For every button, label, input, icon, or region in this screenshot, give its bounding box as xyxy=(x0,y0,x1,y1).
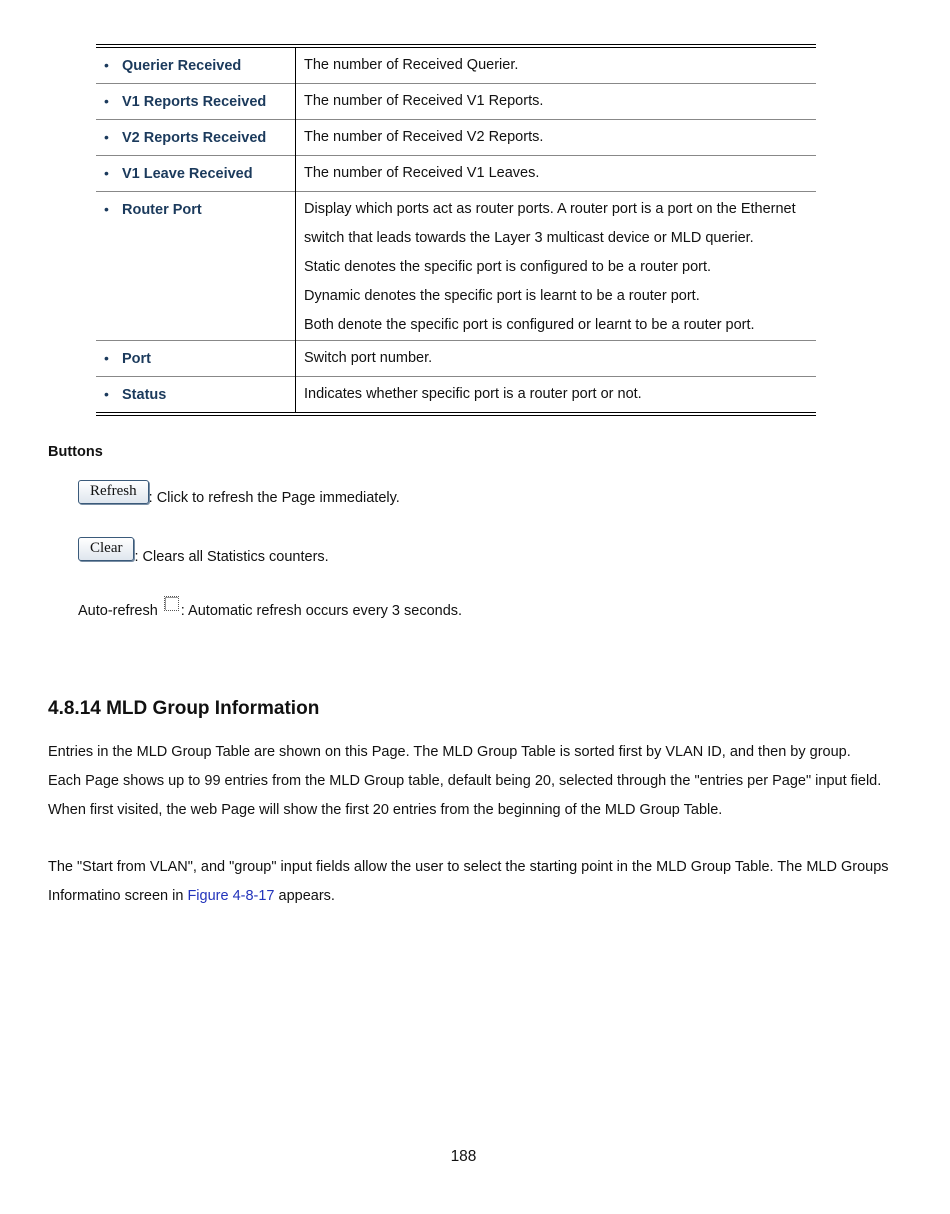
term-cell xyxy=(96,377,296,415)
paragraph-text: appears. xyxy=(274,888,335,904)
description-line: Display which ports act as router ports. A router port is a port on the Ethernet xyxy=(304,201,796,217)
section-paragraph-1 xyxy=(48,738,908,825)
description-cell xyxy=(296,377,817,415)
refresh-button[interactable]: Refresh xyxy=(78,480,149,504)
description-line: The number of Received V1 Reports. xyxy=(304,93,544,109)
bullet-icon: • xyxy=(104,350,109,366)
figure-link[interactable]: Figure 4-8-17 xyxy=(187,888,275,904)
paragraph-line: When first visited, the web Page will show the first 20 entries from the beginning of the MLD Group Table. xyxy=(48,802,723,818)
refresh-row xyxy=(78,480,400,504)
term-cell xyxy=(96,156,296,192)
description-line: Indicates whether specific port is a router port or not. xyxy=(304,386,642,402)
term-label: Port xyxy=(122,351,151,367)
term-label: V1 Reports Received xyxy=(122,94,267,110)
table-row xyxy=(96,156,816,192)
paragraph-line: Each Page shows up to 99 entries from the MLD Group table, default being 20, selected through the "entries per Page" input field. xyxy=(48,773,882,789)
parameter-table xyxy=(96,44,816,416)
term-label: Status xyxy=(122,387,167,403)
term-cell xyxy=(96,46,296,84)
description-line: The number of Received V1 Leaves. xyxy=(304,165,540,181)
table-row xyxy=(96,46,816,84)
paragraph-text: Informatino screen in xyxy=(48,888,188,904)
description-cell xyxy=(296,156,817,192)
term-cell xyxy=(96,341,296,377)
table-row xyxy=(96,341,816,377)
bullet-icon: • xyxy=(104,386,109,402)
bullet-icon: • xyxy=(104,93,109,109)
clear-row xyxy=(78,537,329,565)
clear-button[interactable]: Clear xyxy=(78,537,134,561)
term-cell xyxy=(96,84,296,120)
description-cell xyxy=(296,192,817,341)
term-label: Router Port xyxy=(122,202,202,218)
table-row xyxy=(96,84,816,120)
description-line: The number of Received Querier. xyxy=(304,57,519,73)
bullet-icon: • xyxy=(104,165,109,181)
table-row xyxy=(96,192,816,341)
description-cell xyxy=(296,120,817,156)
refresh-description: : Click to refresh the Page immediately. xyxy=(148,490,400,506)
description-line: Both denote the specific port is configured or learnt to be a router port. xyxy=(304,317,755,333)
autorefresh-row xyxy=(78,600,462,619)
page-number: 188 xyxy=(450,1148,477,1165)
bullet-icon: • xyxy=(104,129,109,145)
paragraph-line xyxy=(48,882,928,911)
autorefresh-checkbox[interactable] xyxy=(164,596,179,611)
buttons-heading: Buttons xyxy=(48,444,103,460)
description-line: switch that leads towards the Layer 3 multicast device or MLD querier. xyxy=(304,230,754,246)
description-line: The number of Received V2 Reports. xyxy=(304,129,544,145)
term-cell xyxy=(96,192,296,341)
term-cell xyxy=(96,120,296,156)
autorefresh-label: Auto-refresh xyxy=(78,603,158,619)
description-cell xyxy=(296,46,817,84)
bullet-icon: • xyxy=(104,201,109,217)
description-cell xyxy=(296,84,817,120)
description-line: Dynamic denotes the specific port is learnt to be a router port. xyxy=(304,288,700,304)
clear-description: : Clears all Statistics counters. xyxy=(134,549,329,565)
table-row xyxy=(96,120,816,156)
term-label: V2 Reports Received xyxy=(122,130,267,146)
term-label: Querier Received xyxy=(122,58,242,74)
section-paragraph-2 xyxy=(48,853,928,911)
term-label: V1 Leave Received xyxy=(122,166,253,182)
section-heading: 4.8.14 MLD Group Information xyxy=(48,698,320,719)
description-cell xyxy=(296,341,817,377)
paragraph-line: Entries in the MLD Group Table are shown on this Page. The MLD Group Table is sorted first by VLAN ID, and then by group. xyxy=(48,744,851,760)
table-row xyxy=(96,377,816,415)
bullet-icon: • xyxy=(104,57,109,73)
paragraph-line: The "Start from VLAN", and "group" input fields allow the user to select the starting point in the MLD Group Table. The MLD Groups xyxy=(48,859,889,875)
autorefresh-description: : Automatic refresh occurs every 3 seconds. xyxy=(180,603,463,619)
description-line: Switch port number. xyxy=(304,350,433,366)
description-line: Static denotes the specific port is configured to be a router port. xyxy=(304,259,712,275)
